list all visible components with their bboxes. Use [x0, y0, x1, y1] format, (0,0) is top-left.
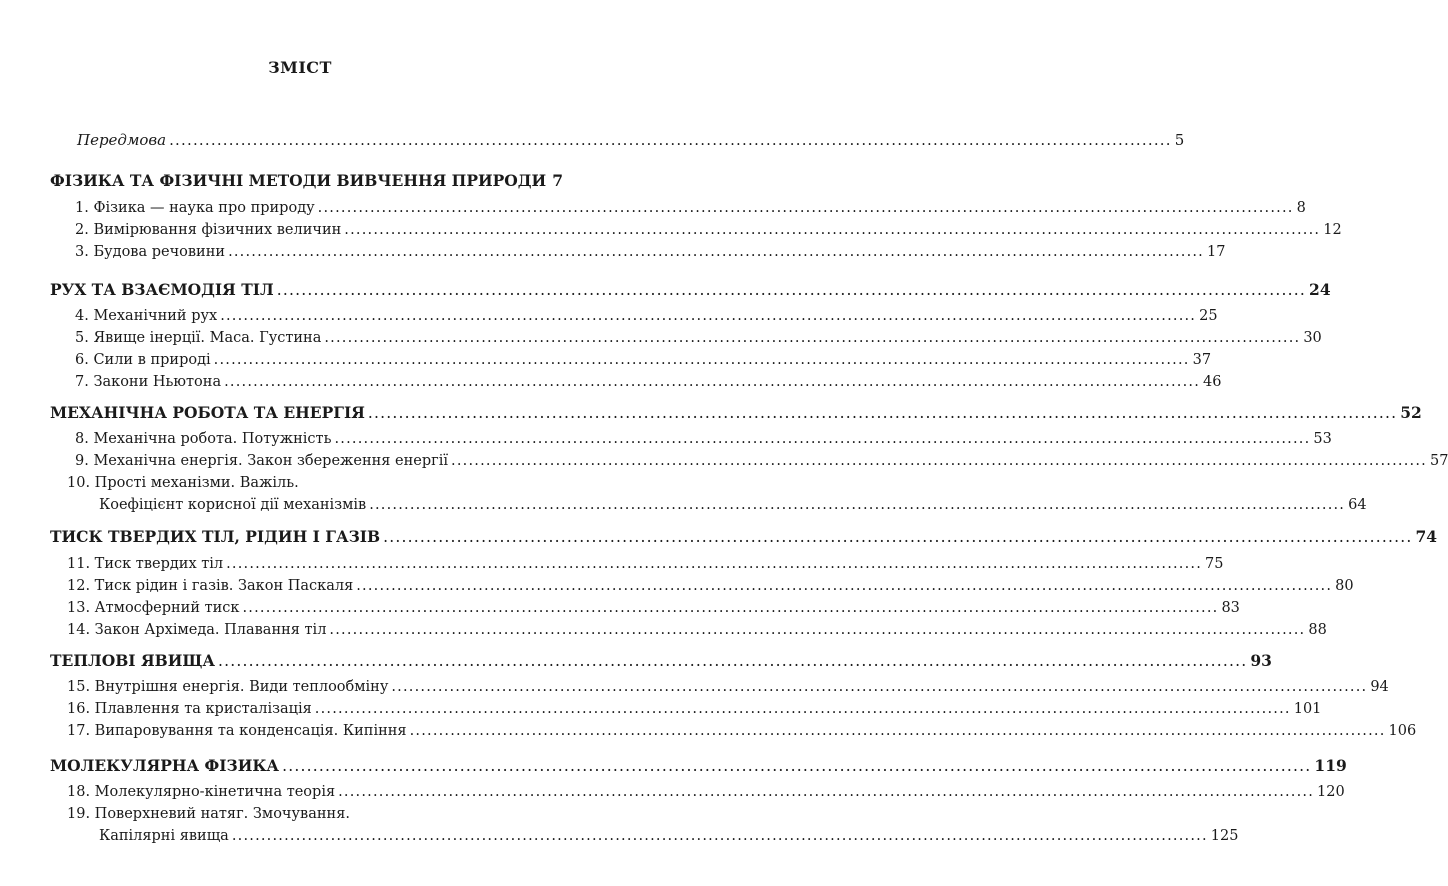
item-number: 12.	[67, 578, 91, 594]
page-number: 120	[1317, 784, 1345, 800]
item-number: 6.	[75, 352, 89, 368]
section-label: МОЛЕКУЛЯРНА ФІЗИКА	[50, 756, 280, 775]
leader-dots	[232, 828, 1208, 844]
item-label: Плавлення та кристалізація	[94, 701, 312, 717]
item-number: 17.	[67, 723, 91, 739]
item-number: 1.	[75, 200, 89, 216]
item-number: 5.	[75, 330, 89, 346]
item-number: 9.	[75, 453, 89, 469]
item-label-continuation: Коефіцієнт корисної дії механізмів	[99, 497, 367, 513]
item-label: Внутрішня енергія. Види теплообміну	[94, 679, 389, 695]
leader-dots	[282, 757, 1311, 775]
item-label: Фізика — наука про природу	[93, 200, 315, 216]
item-label: Механічна енергія. Закон збереження енергії	[93, 453, 449, 469]
toc-item-multiline[interactable]	[67, 806, 350, 822]
page-number: 7	[552, 171, 563, 190]
leader-dots	[214, 352, 1190, 368]
leader-dots	[228, 244, 1204, 260]
item-label: Тиск твердих тіл	[94, 556, 224, 572]
page-number: 64	[1348, 497, 1367, 513]
leader-dots	[218, 652, 1247, 670]
page-number: 57	[1429, 453, 1448, 469]
leader-dots	[226, 556, 1202, 572]
page-number: 30	[1303, 330, 1322, 346]
toc-item[interactable]	[75, 308, 1218, 324]
item-number: 13.	[67, 600, 91, 616]
section-label: РУХ ТА ВЗАЄМОДІЯ ТІЛ	[50, 280, 274, 299]
item-number: 14.	[67, 622, 91, 638]
toc-section[interactable]	[50, 403, 1422, 422]
leader-dots	[169, 131, 1172, 149]
page-number: 75	[1205, 556, 1224, 572]
leader-dots	[383, 528, 1412, 546]
page-number: 88	[1308, 622, 1327, 638]
leader-dots	[277, 281, 1306, 299]
toc-item-continuation[interactable]	[99, 497, 1367, 513]
toc-entry-intro[interactable]	[77, 131, 1185, 149]
page-number: 52	[1400, 403, 1422, 422]
entry-label: Передмова	[77, 131, 167, 149]
page-number: 119	[1314, 756, 1347, 775]
toc-item[interactable]	[67, 701, 1322, 717]
section-label: МЕХАНІЧНА РОБОТА ТА ЕНЕРГІЯ	[50, 403, 365, 422]
item-number: 2.	[75, 222, 89, 238]
leader-dots	[315, 701, 1291, 717]
page-number: 93	[1250, 651, 1272, 670]
leader-dots	[356, 578, 1332, 594]
item-label: Будова речовини	[93, 244, 226, 260]
page-number: 125	[1210, 828, 1239, 844]
page-number: 24	[1309, 280, 1331, 299]
toc-item[interactable]	[75, 330, 1322, 346]
toc-section[interactable]	[50, 280, 1331, 299]
item-number: 3.	[75, 244, 89, 260]
item-label: Механічний рух	[93, 308, 218, 324]
item-label: Сили в природі	[93, 352, 211, 368]
toc-item[interactable]	[67, 600, 1240, 616]
page-number: 101	[1293, 701, 1322, 717]
leader-dots	[368, 404, 1397, 422]
toc-item[interactable]	[67, 622, 1327, 638]
leader-dots	[224, 374, 1200, 390]
page-number: 25	[1199, 308, 1218, 324]
leader-dots	[334, 431, 1310, 447]
page-number: 83	[1221, 600, 1240, 616]
leader-dots	[318, 200, 1294, 216]
toc-item[interactable]	[75, 244, 1226, 260]
item-label: Молекулярно-кінетична теорія	[94, 784, 336, 800]
item-label: Прості механізми. Важіль.	[94, 475, 299, 491]
item-number: 16.	[67, 701, 91, 717]
toc-item[interactable]	[75, 374, 1222, 390]
leader-dots	[391, 679, 1367, 695]
page-number: 5	[1174, 131, 1185, 149]
item-label: Вимірювання фізичних величин	[93, 222, 342, 238]
toc-item[interactable]	[75, 200, 1306, 216]
toc-section[interactable]	[50, 171, 563, 190]
page-number: 106	[1388, 723, 1417, 739]
toc-item[interactable]	[75, 431, 1332, 447]
toc-item[interactable]	[67, 578, 1354, 594]
section-label: ФІЗИКА ТА ФІЗИЧНІ МЕТОДИ ВИВЧЕННЯ ПРИРОДИ	[50, 171, 547, 190]
leader-dots	[329, 622, 1305, 638]
item-label: Випаровування та конденсація. Кипіння	[94, 723, 407, 739]
toc-item[interactable]	[67, 723, 1417, 739]
page-number: 8	[1296, 200, 1306, 216]
toc-section[interactable]	[50, 651, 1272, 670]
toc-item[interactable]	[67, 679, 1389, 695]
page-number: 94	[1370, 679, 1389, 695]
leader-dots	[344, 222, 1320, 238]
item-label-continuation: Капілярні явища	[99, 828, 229, 844]
toc-item-multiline[interactable]	[67, 475, 299, 491]
item-label: Атмосферний тиск	[94, 600, 240, 616]
leader-dots	[338, 784, 1314, 800]
section-label: ТЕПЛОВІ ЯВИЩА	[50, 651, 216, 670]
page-number: 17	[1207, 244, 1226, 260]
toc-item[interactable]	[67, 556, 1224, 572]
item-label: Поверхневий натяг. Змочування.	[94, 806, 350, 822]
toc-item[interactable]	[75, 453, 1448, 469]
page-number: 37	[1192, 352, 1212, 368]
leader-dots	[410, 723, 1386, 739]
item-number: 18.	[67, 784, 91, 800]
page-number: 74	[1415, 527, 1438, 546]
section-label: ТИСК ТВЕРДИХ ТІЛ, РІДИН І ГАЗІВ	[50, 527, 381, 546]
page-number: 80	[1335, 578, 1354, 594]
item-number: 10.	[67, 475, 91, 491]
page-number: 53	[1313, 431, 1332, 447]
toc-item-continuation[interactable]	[99, 828, 1239, 844]
item-label: Закон Архімеда. Плавання тіл	[94, 622, 327, 638]
toc-item[interactable]	[75, 222, 1342, 238]
item-number: 15.	[67, 679, 91, 695]
leader-dots	[243, 600, 1219, 616]
toc-section[interactable]	[50, 527, 1438, 546]
toc-item[interactable]	[67, 784, 1345, 800]
leader-dots	[451, 453, 1427, 469]
item-label: Явище інерції. Маса. Густина	[93, 330, 322, 346]
toc-section[interactable]	[50, 756, 1347, 775]
item-number: 4.	[75, 308, 89, 324]
leader-dots	[324, 330, 1300, 346]
leader-dots	[369, 497, 1345, 513]
item-number: 8.	[75, 431, 89, 447]
item-label: Закони Ньютона	[93, 374, 222, 390]
item-number: 7.	[75, 374, 89, 390]
item-number: 19.	[67, 806, 91, 822]
item-label: Механічна робота. Потужність	[93, 431, 332, 447]
leader-dots	[220, 308, 1196, 324]
page-number: 12	[1323, 222, 1342, 238]
item-number: 11.	[67, 556, 91, 572]
toc-item[interactable]	[75, 352, 1212, 368]
page-title: ЗМІСТ	[268, 58, 332, 77]
page-number: 46	[1203, 374, 1222, 390]
item-label: Тиск рідин і газів. Закон Паскаля	[94, 578, 354, 594]
